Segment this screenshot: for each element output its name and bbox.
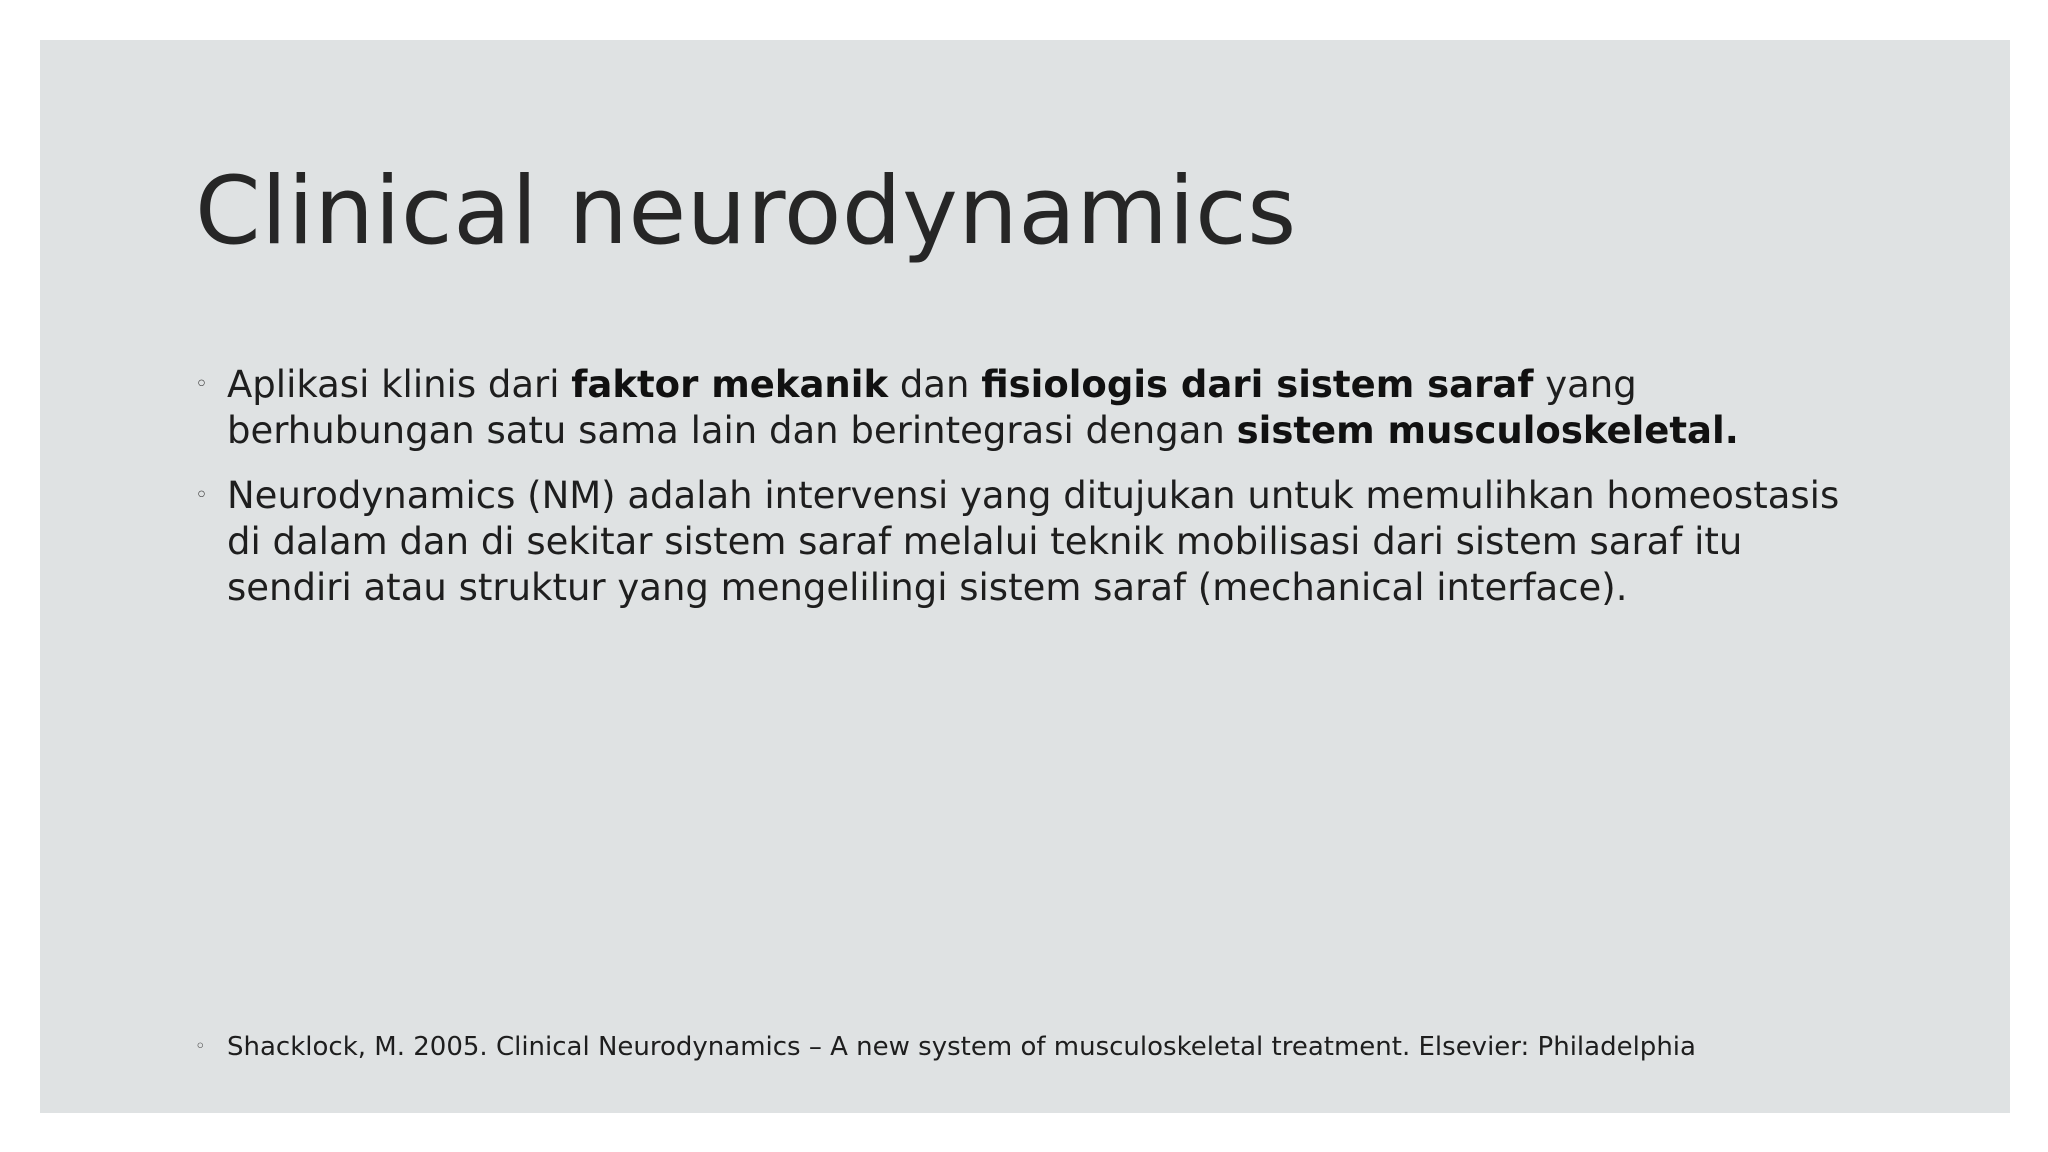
slide-title: Clinical neurodynamics <box>195 157 1297 266</box>
bullet-segment-bold: faktor mekanik <box>571 363 889 406</box>
bullet-marker-icon: ◦ <box>195 483 208 508</box>
bullet-segment-bold: sistem musculoskeletal. <box>1236 409 1739 452</box>
bullet-segment: Aplikasi klinis dari <box>227 363 572 406</box>
reference-citation <box>195 1030 1927 1064</box>
reference-text: Shacklock, M. 2005. Clinical Neurodynamics – A new system of musculoskeletal treatment. Elsevier: Philadelphia <box>227 1032 1696 1062</box>
bullet-marker-icon: ◦ <box>195 1036 206 1057</box>
bullet-segment: dan <box>888 363 982 406</box>
bullet-item <box>195 473 1855 611</box>
bullet-segment-bold: fisiologis dari sistem saraf <box>981 363 1534 406</box>
bullet-segment: Neurodynamics (NM) adalah intervensi yang ditujukan untuk memulihkan homeostasis di dalam dan di sekitar sistem saraf melalui teknik mobilisasi dari sistem saraf itu sendiri atau struktur yang mengelilingi sistem saraf (mechanical interface). <box>227 474 1840 609</box>
bullet-text <box>227 363 1739 452</box>
slide <box>40 40 2010 1113</box>
bullet-item <box>195 362 1855 454</box>
bullet-segment: yang berhubungan satu sama lain dan berintegrasi dengan <box>227 363 1637 452</box>
bullet-text <box>227 474 1839 609</box>
bullet-list <box>195 362 1855 630</box>
bullet-marker-icon: ◦ <box>195 372 208 397</box>
